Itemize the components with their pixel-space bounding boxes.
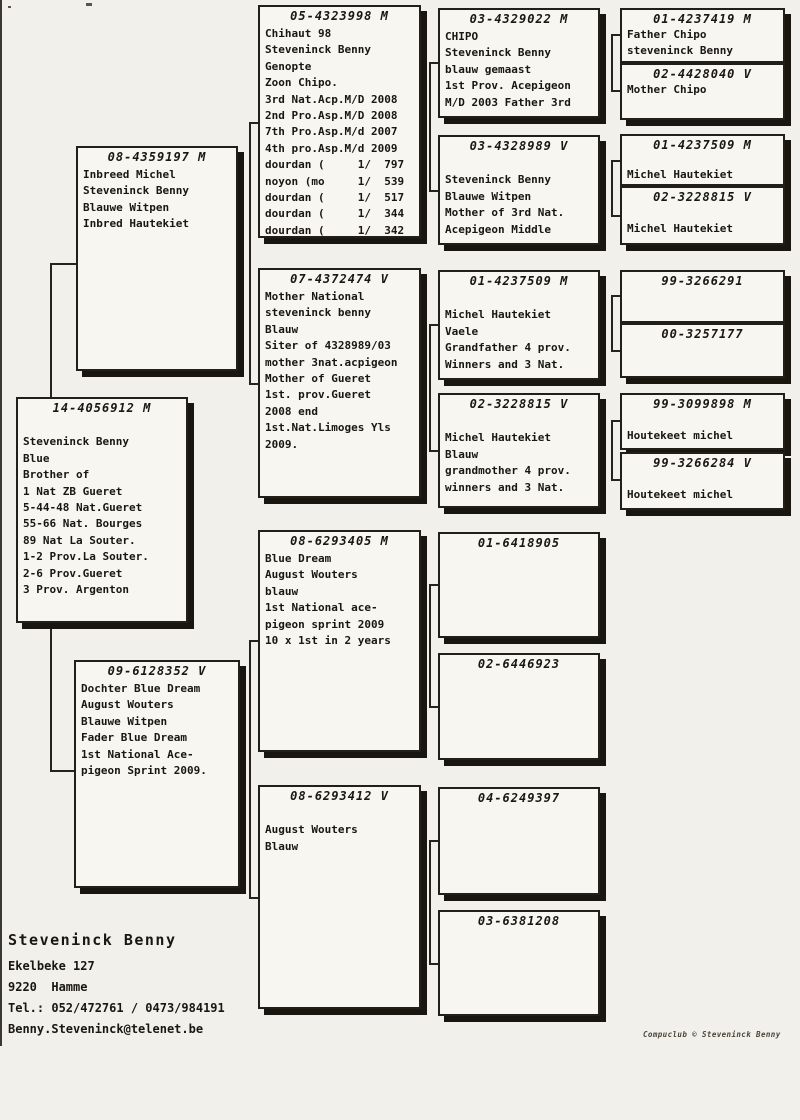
pedigree-box-14-4056912	[16, 397, 188, 623]
ring-number: 01-6418905	[477, 536, 561, 550]
pedigree-box-01-6418905	[438, 532, 600, 638]
pedigree-box-08-4359197	[76, 146, 238, 371]
pedigree-box-02-4428040	[620, 63, 785, 120]
pigeon-notes: Michel Hautekiet	[627, 168, 733, 181]
scan-speck	[8, 6, 11, 8]
pigeon-notes: Inbreed Michel Steveninck Benny Blauwe Witpen Inbred Hautekiet	[83, 168, 189, 231]
pedigree-connector	[429, 840, 431, 965]
pedigree-connector	[611, 420, 613, 481]
pigeon-notes: Michel Hautekiet	[627, 222, 733, 236]
pigeon-notes	[440, 671, 598, 674]
pedigree-connector	[50, 770, 76, 772]
pedigree-box-03-4328989	[438, 135, 600, 245]
pigeon-notes: Houtekeet michel	[627, 429, 733, 442]
pedigree-connector	[429, 584, 431, 708]
ring-number: 03-6381208	[477, 914, 561, 928]
pedigree-connector	[611, 34, 613, 92]
pigeon-notes: Michel Hautekiet Blauw grandmother 4 prov. winners and 3 Nat.	[445, 431, 571, 494]
pedigree-box-99-3099898	[620, 393, 785, 450]
pedigree-connector	[429, 324, 431, 452]
compuclub-credit: Compuclub © Steveninck Benny	[643, 1030, 781, 1039]
ring-number: 05-4323998 M	[290, 9, 389, 23]
pigeon-notes	[622, 288, 783, 291]
ring-number: 08-6293405 M	[290, 534, 389, 548]
ring-number: 07-4372474 V	[290, 272, 389, 286]
owner-name: Steveninck Benny	[8, 931, 177, 949]
pedigree-box-04-6249397	[438, 787, 600, 895]
pigeon-notes: Michel Hautekiet Vaele Grandfather 4 prov. Winners and 3 Nat.	[445, 308, 571, 371]
pigeon-notes: Steveninck Benny Blue Brother of 1 Nat ZB Gueret 5-44-48 Nat.Gueret 55-66 Nat. Bourges 89 Nat La Souter. 1-2 Prov.La Souter. 2-6 Prov.Gueret 3 Prov. Argenton	[23, 435, 149, 597]
ring-number: 08-4359197 M	[107, 150, 207, 164]
owner-contact-block	[8, 931, 225, 1040]
pedigree-box-03-6381208	[438, 910, 600, 1016]
pedigree-box-02-6446923	[438, 653, 600, 760]
pigeon-notes: Dochter Blue Dream August Wouters Blauwe Witpen Fader Blue Dream 1st National Ace- pigeon Sprint 2009.	[81, 682, 207, 778]
pedigree-box-09-6128352	[74, 660, 240, 888]
ring-number: 02-3228815 V	[653, 190, 752, 204]
pedigree-connector	[429, 62, 431, 192]
pedigree-connector	[611, 160, 613, 217]
scan-speck	[86, 3, 92, 6]
pigeon-notes	[622, 341, 783, 344]
pigeon-notes	[440, 550, 598, 553]
ring-number: 99-3099898 M	[653, 397, 752, 411]
ring-number: 03-4328989 V	[469, 139, 569, 153]
ring-number: 03-4329022 M	[469, 12, 569, 26]
ring-number: 00-3257177	[661, 327, 744, 341]
pigeon-notes: Chihaut 98 Steveninck Benny Genopte Zoon Chipo. 3rd Nat.Acp.M/D 2008 2nd Pro.Asp.M/D 2008 7th Pro.Asp.M/d 2007 4th pro.Asp.M/d 2009 dourdan ( 1/ 797 noyon (mo 1/ 539 dourdan ( 1/ 517 dourdan ( 1/ 344 dourdan ( 1/ 342	[265, 27, 405, 237]
ring-number: 01-4237509 M	[653, 138, 752, 152]
ring-number: 09-6128352 V	[107, 664, 207, 678]
pedigree-box-08-6293412	[258, 785, 421, 1009]
scan-edge-line	[0, 0, 2, 1046]
ring-number: 01-4237509 M	[469, 274, 569, 288]
pigeon-notes: Mother Chipo	[627, 83, 707, 96]
ring-number: 02-4428040 V	[653, 67, 752, 81]
ring-number: 02-6446923	[477, 657, 561, 671]
pigeon-notes	[440, 805, 598, 808]
pedigree-connector	[249, 122, 251, 385]
pedigree-connector	[50, 263, 78, 265]
pigeon-notes: Steveninck Benny Blauwe Witpen Mother of 3rd Nat. Acepigeon Middle	[445, 173, 565, 236]
pedigree-connector	[249, 640, 251, 899]
pedigree-box-02-3228815-g5	[620, 186, 785, 245]
pedigree-box-05-4323998	[258, 5, 421, 238]
pigeon-notes: Mother National steveninck benny Blauw Siter of 4328989/03 mother 3nat.acpigeon Mother of Gueret 1st. prov.Gueret 2008 end 1st.Nat.Limoges Yls 2009.	[265, 290, 398, 451]
pedigree-box-03-4329022	[438, 8, 600, 118]
ring-number: 99-3266291	[661, 274, 744, 288]
owner-address: Ekelbeke 127 9220 Hamme Tel.: 052/472761 / 0473/984191 Benny.Steveninck@telenet.be	[8, 959, 225, 1036]
pedigree-box-08-6293405	[258, 530, 421, 752]
ring-number: 99-3266284 V	[653, 456, 752, 470]
pigeon-notes: Houtekeet michel	[627, 488, 733, 501]
pedigree-box-99-3266291	[620, 270, 785, 323]
pedigree-box-01-4237509-g5	[620, 134, 785, 186]
pedigree-box-00-3257177	[620, 323, 785, 378]
pedigree-box-02-3228815-g4	[438, 393, 600, 508]
ring-number: 14-4056912 M	[52, 401, 152, 415]
ring-number: 02-3228815 V	[469, 397, 569, 411]
pedigree-box-07-4372474	[258, 268, 421, 498]
pedigree-box-01-4237419	[620, 8, 785, 63]
pigeon-notes: Father Chipo steveninck Benny	[627, 28, 733, 58]
pedigree-connector	[611, 295, 613, 352]
pedigree-box-99-3266284	[620, 452, 785, 510]
ring-number: 08-6293412 V	[290, 789, 389, 803]
pigeon-notes: Blue Dream August Wouters blauw 1st National ace- pigeon sprint 2009 10 x 1st in 2 years	[265, 552, 391, 648]
pigeon-notes: CHIPO Steveninck Benny blauw gemaast 1st Prov. Acepigeon M/D 2003 Father 3rd	[445, 30, 571, 109]
pedigree-box-01-4237509-g4	[438, 270, 600, 380]
ring-number: 01-4237419 M	[653, 12, 752, 26]
pigeon-notes	[440, 928, 598, 931]
ring-number: 04-6249397	[477, 791, 561, 805]
pigeon-notes: August Wouters Blauw	[265, 823, 358, 853]
